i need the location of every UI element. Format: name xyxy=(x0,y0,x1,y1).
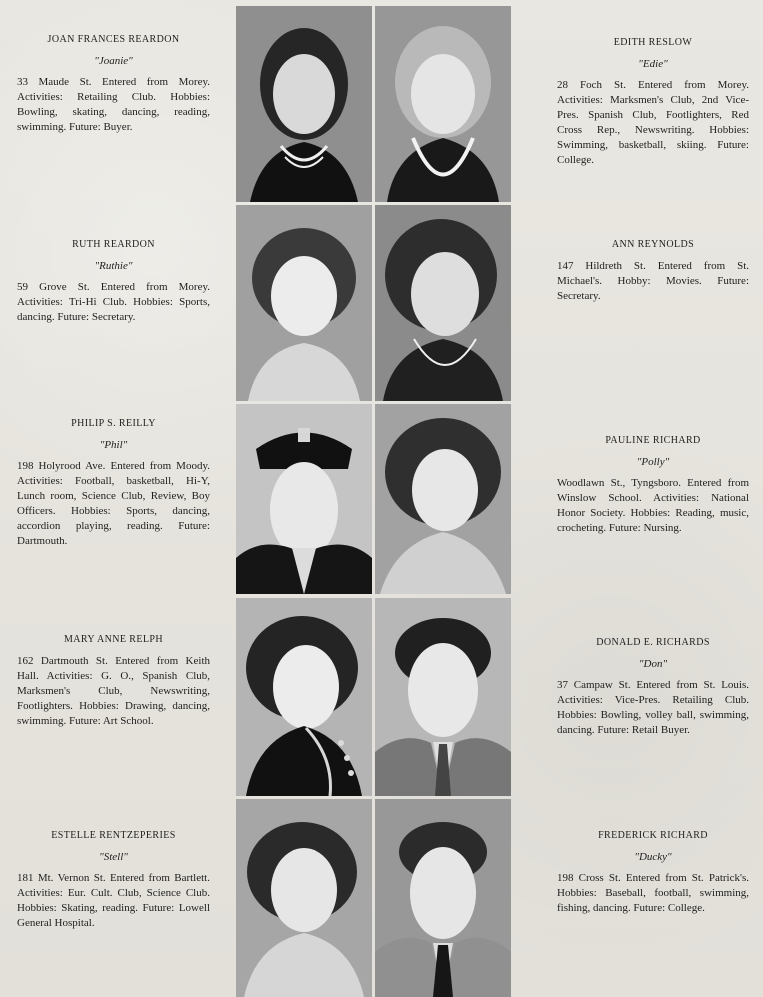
portrait-photo-frederick-richard xyxy=(375,799,511,997)
student-entry-donald-e-richards xyxy=(557,635,749,738)
student-nickname: "Phil" xyxy=(99,439,128,451)
student-biography: 181 Mt. Vernon St. Entered from Bartlett. Activities: Eur. Cult. Club, Science Club. Hobbies: Skating, reading. Future: Lowell General Hospital. xyxy=(17,872,210,929)
student-nickname: "Ducky" xyxy=(634,851,672,863)
student-biography: 198 Holyrood Ave. Entered from Moody. Activities: Football, basketball, Hi-Y, Lunch room, Science Club, Review, Boy Officers. Hobbies: Sports, dancing, accordion playing, reading. Future: Dartmouth. xyxy=(17,460,210,547)
student-nickname: "Don" xyxy=(638,658,668,670)
student-name: ESTELLE RENTZEPERIES xyxy=(51,830,176,841)
student-biography: 198 Cross St. Entered from St. Patrick's. Hobbies: Baseball, football, swimming, fishing, dancing. Future: College. xyxy=(557,872,749,914)
student-biography: 147 Hildreth St. Entered from St. Michael's. Hobby: Movies. Future: Secretary. xyxy=(557,260,749,302)
student-name: FREDERICK RICHARD xyxy=(598,830,708,841)
student-nickname: "Joanie" xyxy=(94,55,133,67)
student-biography: 59 Grove St. Entered from Morey. Activities: Tri-Hi Club. Hobbies: Sports, dancing. Future: Secretary. xyxy=(17,281,210,323)
portrait-photo-philip-s-reilly xyxy=(236,404,372,594)
portrait-photo-mary-anne-relph xyxy=(236,598,372,796)
student-biography: 162 Dartmouth St. Entered from Keith Hall. Activities: G. O., Spanish Club, Marksmen's Club, Newswriting, Footlighters. Hobbies: Drawing, dancing, swimming. Future: Art School. xyxy=(17,655,210,727)
student-entry-frederick-richard xyxy=(557,828,749,916)
student-nickname: "Stell" xyxy=(99,851,128,863)
student-entry-estelle-rentzeperies xyxy=(17,828,210,931)
student-entry-joan-frances-reardon xyxy=(17,32,210,135)
student-entry-ruth-reardon xyxy=(17,237,210,325)
student-name: MARY ANNE RELPH xyxy=(64,634,163,645)
portrait-photo-edith-reslow xyxy=(375,6,511,202)
student-entry-mary-anne-relph xyxy=(17,632,210,729)
portrait-photo-joan-frances-reardon xyxy=(236,6,372,202)
student-name: JOAN FRANCES REARDON xyxy=(47,34,180,45)
student-nickname: "Edie" xyxy=(638,58,668,70)
portrait-photo-ann-reynolds xyxy=(375,205,511,401)
student-entry-ann-reynolds xyxy=(557,237,749,304)
student-entry-pauline-richard xyxy=(557,433,749,536)
student-name: PAULINE RICHARD xyxy=(605,435,701,446)
student-name: RUTH REARDON xyxy=(72,239,155,250)
portrait-photo-pauline-richard xyxy=(375,404,511,594)
portrait-photo-ruth-reardon xyxy=(236,205,372,401)
student-biography: 33 Maude St. Entered from Morey. Activities: Retailing Club. Hobbies: Bowling, skating, dancing, reading, swimming. Future: Buyer. xyxy=(17,76,210,133)
student-biography: 37 Campaw St. Entered from St. Louis. Activities: Vice-Pres. Retailing Club. Hobbies: Bowling, volley ball, swimming, dancing. Future: Retail Buyer. xyxy=(557,679,749,736)
student-name: DONALD E. RICHARDS xyxy=(596,637,710,648)
student-entry-edith-reslow xyxy=(557,35,749,168)
portrait-photo-estelle-rentzeperies xyxy=(236,799,372,997)
student-biography: 28 Foch St. Entered from Morey. Activities: Marksmen's Club, 2nd Vice-Pres. Spanish Club, Footlighters, Red Cross Rep., Newswriting. Hobbies: Swimming, basketball, skiing. Future: College. xyxy=(557,79,749,166)
student-nickname: "Polly" xyxy=(636,456,670,468)
student-name: EDITH RESLOW xyxy=(613,37,693,48)
student-biography: Woodlawn St., Tyngsboro. Entered from Winslow School. Activities: National Honor Society. Hobbies: Reading, music, crocheting. Future: Nursing. xyxy=(557,477,749,534)
student-entry-philip-s-reilly xyxy=(17,416,210,549)
portrait-photo-donald-e-richards xyxy=(375,598,511,796)
student-name: PHILIP S. REILLY xyxy=(71,418,156,429)
student-name: ANN REYNOLDS xyxy=(611,239,695,250)
student-nickname: "Ruthie" xyxy=(94,260,133,272)
